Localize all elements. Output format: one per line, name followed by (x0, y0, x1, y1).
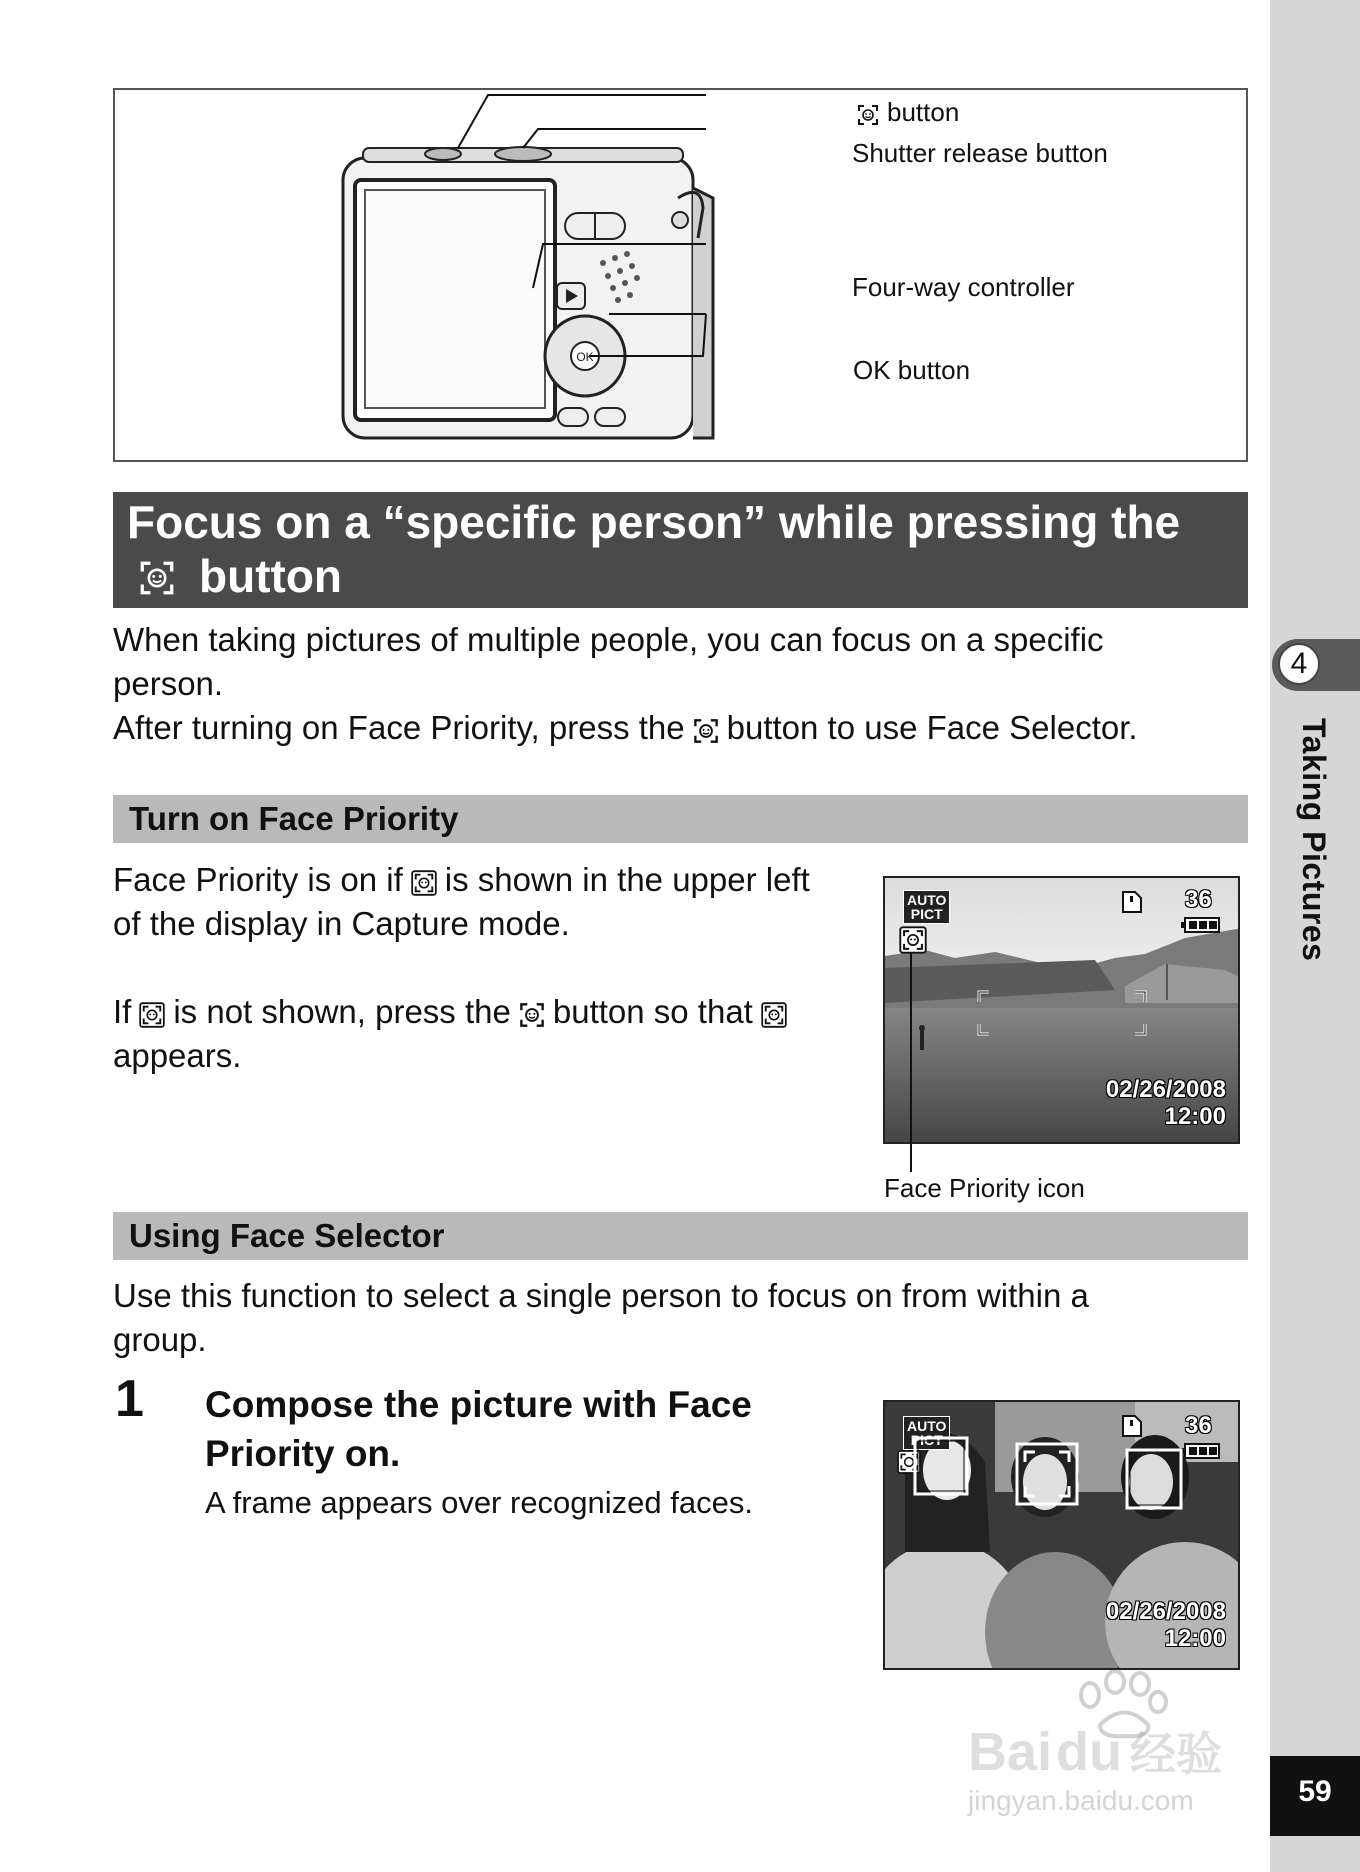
baidu-brand2: du (1056, 1722, 1123, 1782)
section1-p1-line2: of the display in Capture mode. (113, 905, 570, 942)
section2-line2: group. (113, 1321, 207, 1358)
lcd2-time: 12:00 (1164, 1625, 1226, 1652)
main-heading-line2-text: button (199, 550, 343, 602)
callout-shutter: Shutter release button (852, 138, 1108, 168)
section2-text (113, 1274, 1253, 1362)
main-heading-line2 (127, 549, 1234, 603)
lcd1-mode-icon (903, 890, 950, 924)
step-detail: A frame appears over recognized faces. (205, 1485, 753, 1520)
face-priority-icon (139, 1002, 165, 1028)
section1-p2-c: button so that (552, 993, 753, 1030)
memory-card-icon (1121, 1414, 1143, 1438)
face-frame-selected (1015, 1442, 1079, 1506)
battery-icon (1181, 1442, 1221, 1460)
main-heading-line1: Focus on a “specific person” while pressing the (127, 496, 1181, 548)
intro-paragraph (113, 618, 1253, 750)
baidu-url: jingyan.baidu.com (968, 1785, 1194, 1816)
face-button-icon (693, 718, 719, 744)
ok-button-label: OK (576, 350, 594, 364)
step-number: 1 (115, 1370, 144, 1428)
lcd2-mode-line2: PICT (910, 1432, 943, 1448)
face-button-icon (519, 1002, 545, 1028)
section-heading-face-priority: Turn on Face Priority (113, 795, 1248, 843)
focus-frame (977, 990, 1147, 1036)
baidu-jingyan: 经验 (1130, 1728, 1223, 1780)
face-button-icon (857, 104, 879, 126)
step-title-line2: Priority on. (205, 1433, 401, 1474)
lcd2-datetime (1106, 1598, 1226, 1652)
section1-p2-b: is not shown, press the (173, 993, 511, 1030)
baidu-watermark (968, 1718, 1222, 1784)
lcd2-shot-count: 36 (1185, 1412, 1212, 1439)
chapter-title: Taking Pictures (1296, 718, 1332, 962)
lcd2-mode-line1: AUTO (907, 1418, 947, 1434)
lcd2-date: 02/26/2008 (1105, 1598, 1226, 1625)
face-frame-left (913, 1436, 969, 1496)
section1-p2-line2: appears. (113, 1037, 242, 1074)
lcd1-time: 12:00 (1164, 1103, 1226, 1130)
step-title (205, 1380, 845, 1478)
section1-text (113, 858, 883, 1078)
face-priority-icon (899, 926, 927, 954)
step-title-line1: Compose the picture with Face (205, 1384, 752, 1425)
section1-p1-prefix: Face Priority is on if (113, 861, 403, 898)
intro-line3-suffix: button to use Face Selector. (726, 709, 1138, 746)
section1-p2-line1 (113, 990, 883, 1034)
face-button-icon (139, 560, 175, 596)
lcd1-mode-line1: AUTO (907, 892, 947, 908)
page-number: 59 (1298, 1775, 1332, 1808)
face-priority-caption: Face Priority icon (884, 1173, 1085, 1203)
intro-line2: person. (113, 665, 224, 702)
callout-face-button (857, 97, 959, 128)
section1-p1-suffix: is shown in the upper left (444, 861, 810, 898)
intro-line1: When taking pictures of multiple people, you can focus on a specific (113, 621, 1104, 658)
main-heading (113, 492, 1248, 608)
chapter-number: 4 (1278, 643, 1320, 685)
intro-line3 (113, 706, 1253, 750)
baidu-brand: Bai (968, 1722, 1053, 1782)
face-priority-leader-line (910, 952, 912, 1172)
section1-p2-a: If (113, 993, 132, 1030)
section-heading-face-selector: Using Face Selector (113, 1212, 1248, 1260)
lcd1-date: 02/26/2008 (1105, 1076, 1226, 1103)
callout-four-way: Four-way controller (852, 272, 1075, 302)
battery-icon (1181, 916, 1221, 934)
section2-line1: Use this function to select a single person to focus on from within a (113, 1277, 1089, 1314)
lcd1-mode-line2: PICT (910, 906, 943, 922)
lcd1-datetime (1106, 1076, 1226, 1130)
callout-ok: OK button (853, 355, 971, 385)
face-priority-icon (761, 1002, 787, 1028)
intro-line3-prefix: After turning on Face Priority, press the (113, 709, 685, 746)
memory-card-icon (1121, 890, 1143, 914)
lcd-preview-group (883, 1400, 1240, 1670)
lcd-preview-landscape (883, 876, 1240, 1144)
section1-p1-line1 (113, 858, 883, 902)
callout-face-button-label: button (887, 97, 960, 127)
lcd1-shot-count: 36 (1185, 886, 1212, 913)
face-priority-icon (411, 870, 437, 896)
face-frame-right (1125, 1448, 1183, 1510)
